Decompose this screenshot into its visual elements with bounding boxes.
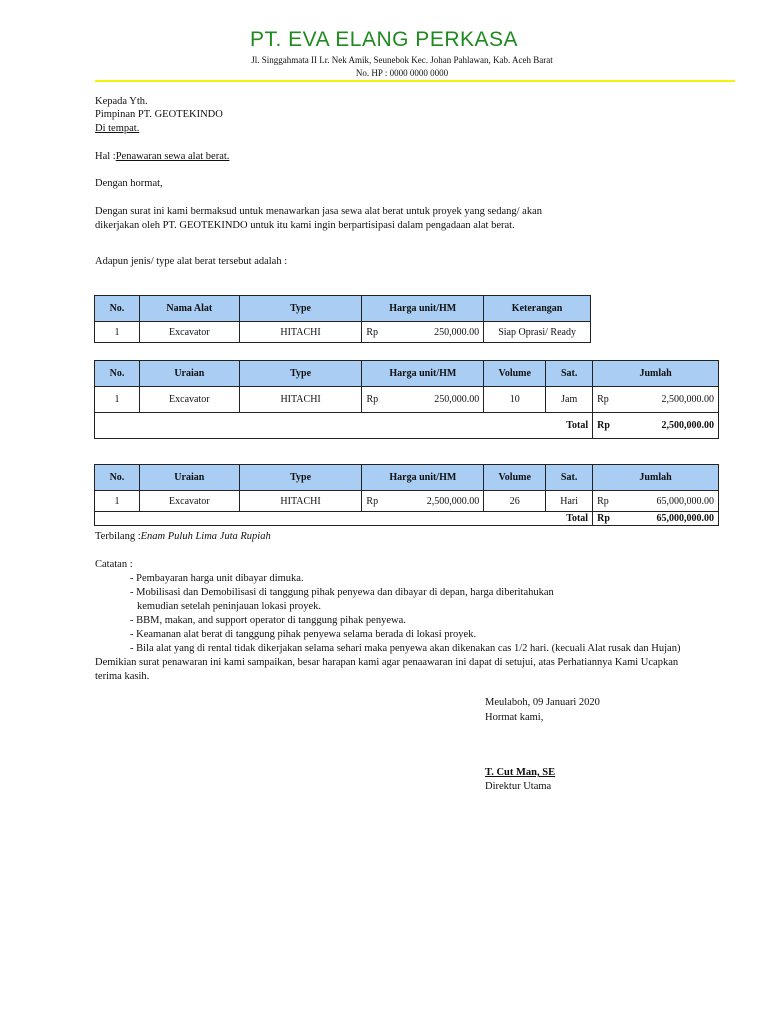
table2-header-no: No.	[95, 361, 140, 387]
note-item: kemudian setelah peninjauan lokasi proyek.	[137, 601, 321, 612]
table3-total-row	[95, 512, 719, 526]
table2-cell-volume: 10	[484, 387, 546, 413]
table2-total-label: Total	[95, 413, 593, 439]
table1-header-no: No.	[95, 296, 140, 322]
table3-header-price: Harga unit/HM	[362, 465, 484, 491]
rental-daily-table	[94, 464, 719, 526]
table3-header-type: Type	[239, 465, 362, 491]
greeting: Dengan hormat,	[95, 178, 163, 189]
note-item: - Pembayaran harga unit dibayar dimuka.	[130, 573, 304, 584]
table2-header-unit: Sat.	[546, 361, 593, 387]
table3-cell-no: 1	[95, 491, 140, 512]
table2-total-row	[95, 413, 719, 439]
table3-header-desc: Uraian	[139, 465, 239, 491]
signature-regards: Hormat kami,	[485, 712, 544, 723]
note-item: - Mobilisasi dan Demobilisasi di tanggung pihak penyewa dan dibayar di depan, harga diberitahukan	[130, 587, 554, 598]
table2-cell-total: 2,500,000.00	[615, 387, 719, 413]
note-item: - Keamanan alat berat di tanggung pihak penyewa selama berada di lokasi proyek.	[130, 629, 477, 640]
closing-line-1: Demikian surat penawaran ini kami sampaikan, besar harapan kami agar penaawaran ini dapat di setujui, atas Perhatiannya Kami Ucapkan	[95, 657, 679, 668]
table2-header-volume: Volume	[484, 361, 546, 387]
table1-cell-currency: Rp	[362, 322, 384, 343]
table1-header-name: Nama Alat	[139, 296, 239, 322]
table2-cell-type: HITACHI	[239, 387, 362, 413]
table1-cell-type: HITACHI	[239, 322, 362, 343]
company-address: Jl. Singgahmata II Lr. Nek Amik, Seunebok Kec. Johan Pahlawan, Kab. Aceh Barat	[251, 55, 553, 65]
company-name: PT. EVA ELANG PERKASA	[249, 28, 519, 51]
table1-header-price: Harga unit/HM	[362, 296, 484, 322]
note-item: - BBM, makan, and support operator di tanggung pihak penyewa.	[130, 615, 406, 626]
table-row	[95, 491, 719, 512]
table1-header-note: Keterangan	[484, 296, 591, 322]
table3-header-volume: Volume	[484, 465, 546, 491]
list-intro: Adapun jenis/ type alat berat tersebut adalah :	[95, 256, 288, 267]
terbilang-line	[95, 531, 271, 542]
table3-total-currency: Rp	[593, 512, 615, 526]
subject-label: Hal :	[95, 151, 116, 162]
table3-total-value: 65,000,000.00	[615, 512, 719, 526]
intro-line-1: Dengan surat ini kami bermaksud untuk menawarkan jasa sewa alat berat untuk proyek yang sedang/ akan	[95, 206, 542, 217]
rental-hourly-table	[94, 360, 719, 439]
table2-cell-total-currency: Rp	[593, 387, 615, 413]
table2-header-desc: Uraian	[139, 361, 239, 387]
table1-cell-name: Excavator	[139, 322, 239, 343]
table3-header-no: No.	[95, 465, 140, 491]
table1-header-type: Type	[239, 296, 362, 322]
table1-cell-no: 1	[95, 322, 140, 343]
table2-header-amount: Jumlah	[593, 361, 719, 387]
table3-total-label: Total	[95, 512, 593, 526]
signatory-name: T. Cut Man, SE	[485, 767, 556, 778]
recipient-line-2: Pimpinan PT. GEOTEKINDO	[95, 109, 223, 120]
table2-total-currency: Rp	[593, 413, 615, 439]
signatory-title: Direktur Utama	[485, 781, 552, 792]
table2-cell-currency: Rp	[362, 387, 384, 413]
table3-cell-name: Excavator	[139, 491, 239, 512]
company-phone: No. HP : 0000 0000 0000	[355, 68, 449, 78]
signature-place-date: Meulaboh, 09 Januari 2020	[485, 697, 600, 708]
table3-header-unit: Sat.	[546, 465, 593, 491]
subject-line	[95, 151, 229, 162]
table3-cell-type: HITACHI	[239, 491, 362, 512]
table3-cell-unit: Hari	[546, 491, 593, 512]
table3-header-amount: Jumlah	[593, 465, 719, 491]
table2-header-price: Harga unit/HM	[362, 361, 484, 387]
terbilang-text: Enam Puluh Lima Juta Rupiah	[140, 531, 271, 542]
table3-cell-total-currency: Rp	[593, 491, 615, 512]
table1-cell-price: 250,000.00	[384, 322, 484, 343]
table3-cell-total: 65,000,000.00	[615, 491, 719, 512]
terbilang-label: Terbilang :	[95, 531, 141, 542]
table3-cell-volume: 26	[484, 491, 546, 512]
recipient-line-1: Kepada Yth.	[95, 96, 148, 107]
table2-total-value: 2,500,000.00	[615, 413, 719, 439]
intro-line-2: dikerjakan oleh PT. GEOTEKINDO untuk itu kami ingin berpartisipasi dalam pengadaan alat berat.	[95, 220, 515, 231]
table2-cell-price: 250,000.00	[384, 387, 484, 413]
table2-cell-name: Excavator	[139, 387, 239, 413]
table-row	[95, 387, 719, 413]
notes-title: Catatan :	[95, 559, 133, 570]
table3-cell-price: 2,500,000.00	[384, 491, 484, 512]
table2-cell-unit: Jam	[546, 387, 593, 413]
table2-cell-no: 1	[95, 387, 140, 413]
table2-header-type: Type	[239, 361, 362, 387]
equipment-table	[94, 295, 591, 343]
table3-cell-currency: Rp	[362, 491, 384, 512]
table-row	[95, 322, 591, 343]
header-divider	[95, 80, 735, 82]
note-item: - Bila alat yang di rental tidak dikerjakan selama sehari maka penyewa akan dikenakan cas 1/2 hari. (kecuali Alat rusak dan Hujan)	[130, 643, 681, 654]
table1-cell-note: Siap Oprasi/ Ready	[484, 322, 591, 343]
recipient-line-3: Di tempat.	[95, 123, 140, 134]
subject-text: Penawaran sewa alat berat.	[115, 151, 230, 162]
closing-line-2: terima kasih.	[95, 671, 150, 682]
